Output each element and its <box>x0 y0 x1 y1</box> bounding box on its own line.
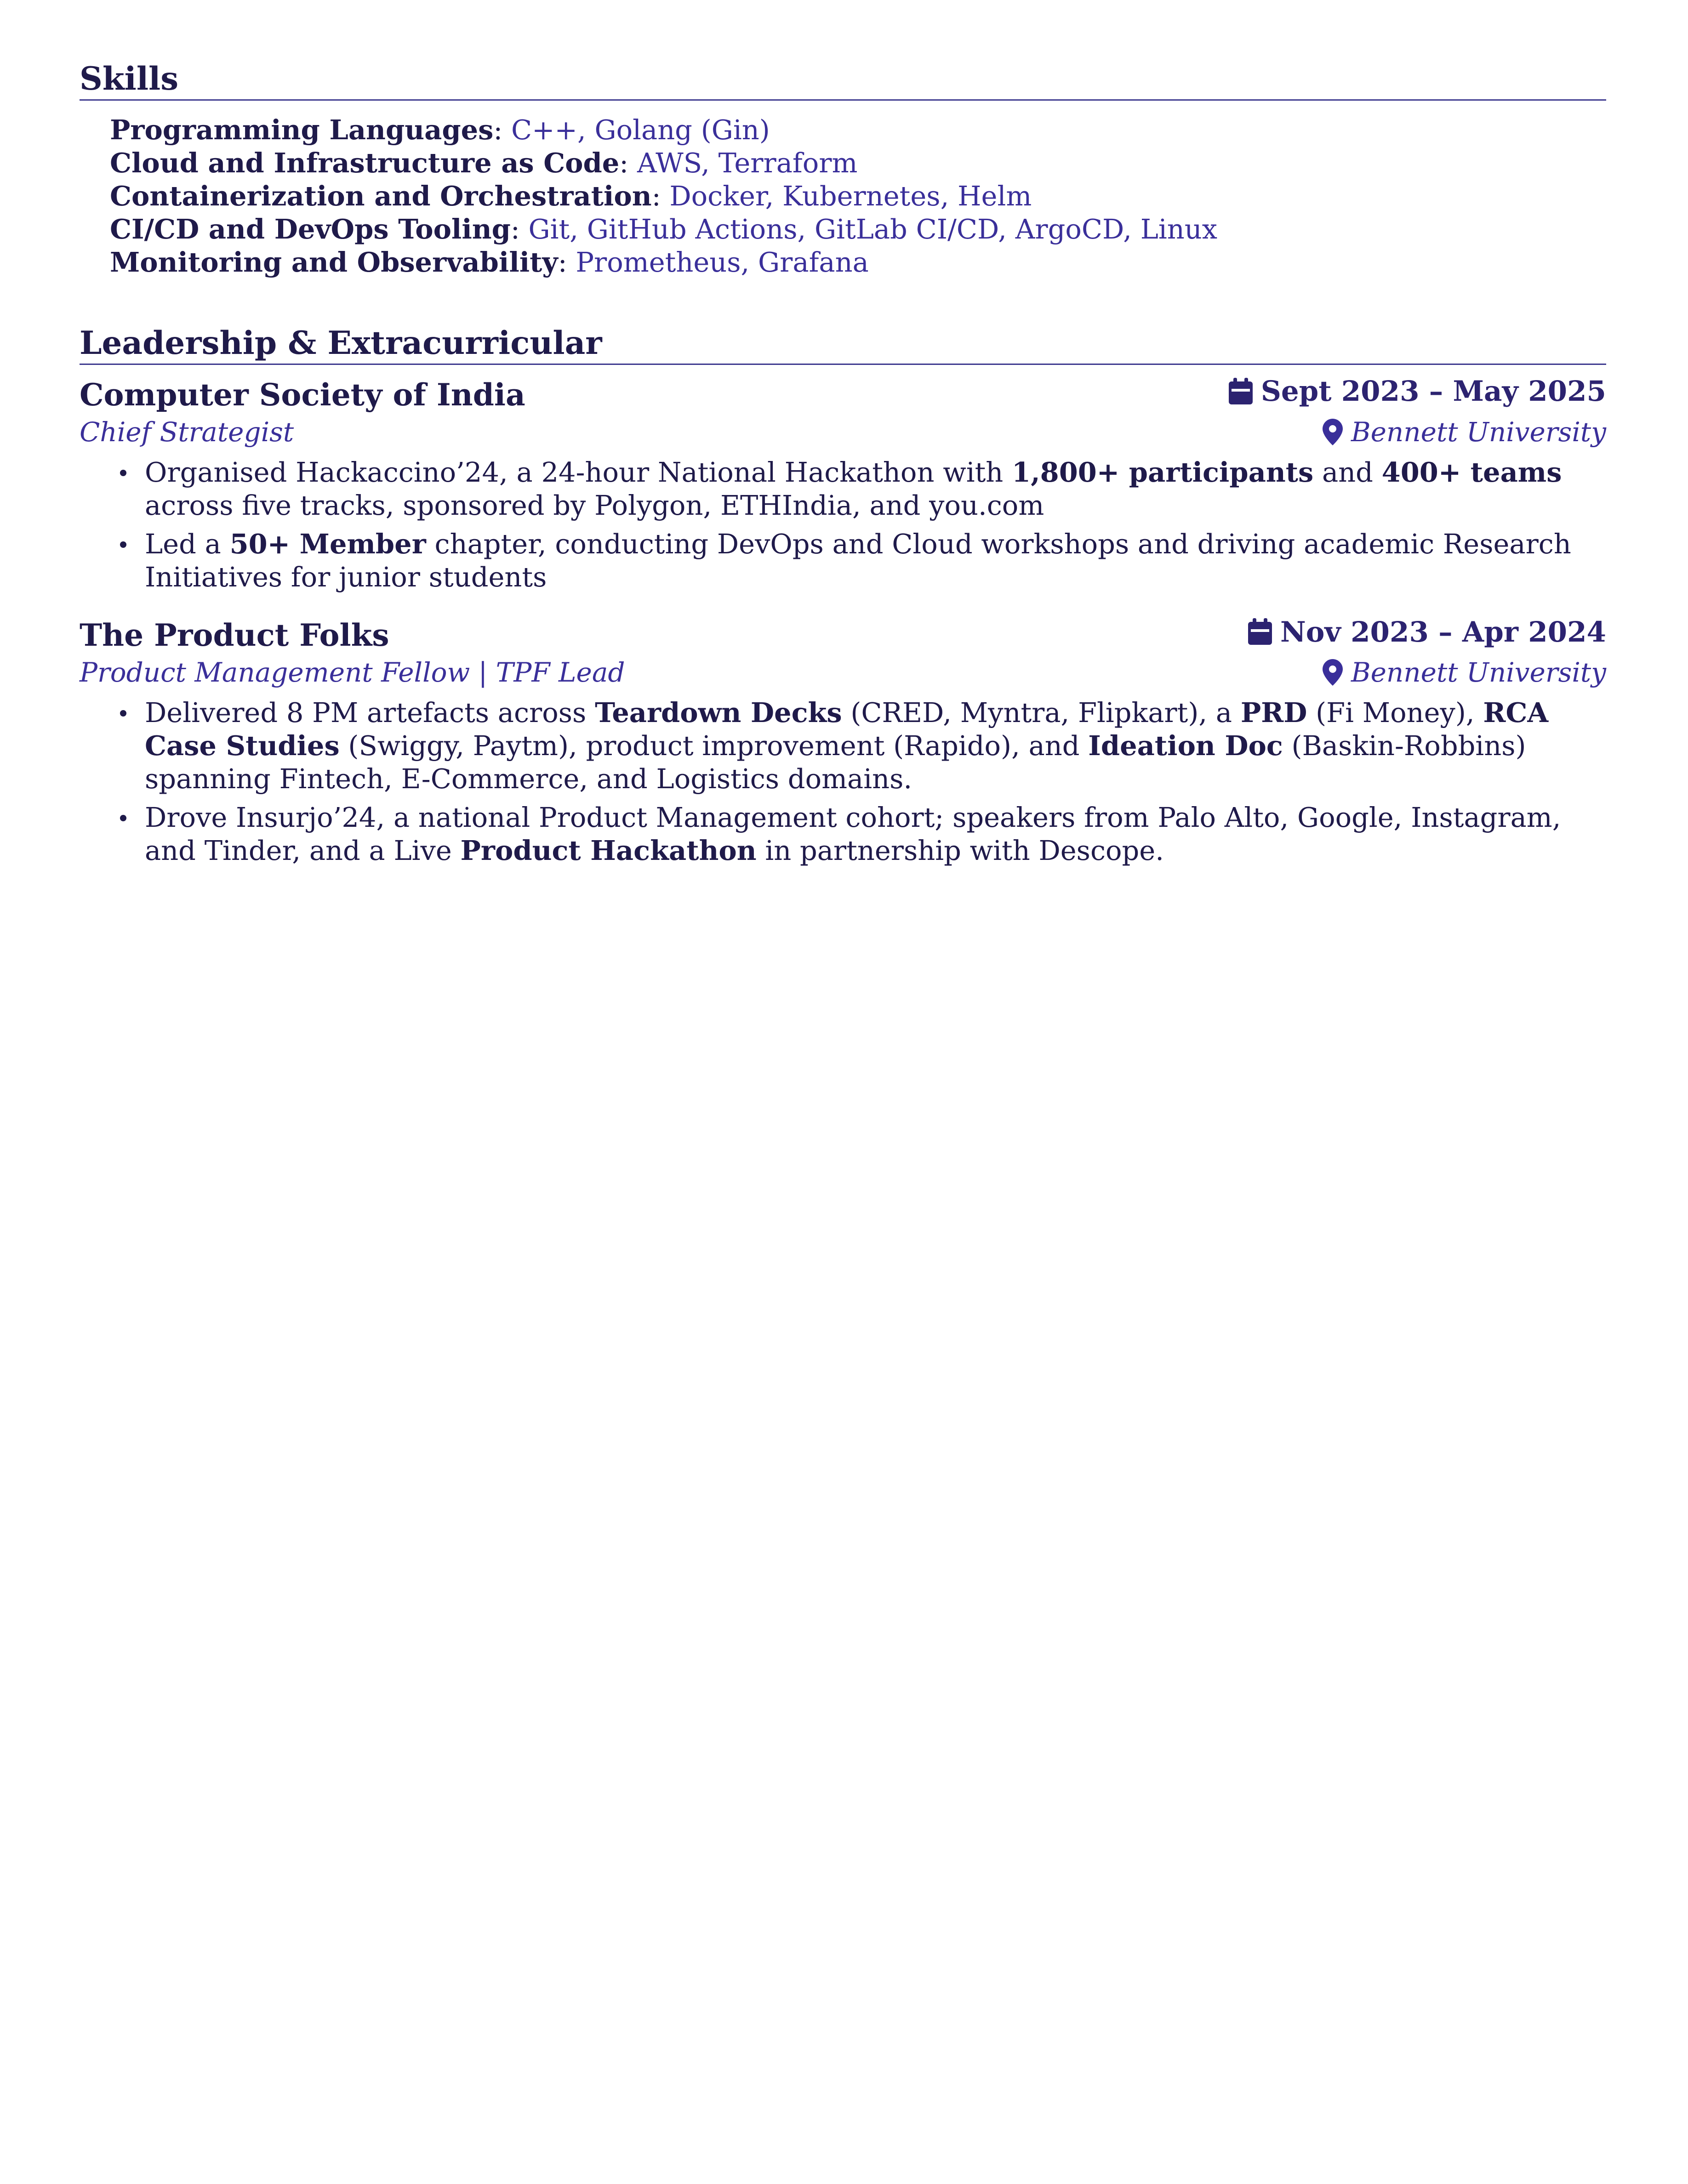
section-divider <box>80 364 1606 365</box>
emphasis-text: 1,800+ participants <box>1012 456 1314 488</box>
entry-dates <box>1247 616 1606 648</box>
body-text: (Fi Money), <box>1307 697 1483 728</box>
role-title: Chief Strategist <box>80 416 294 448</box>
leadership-entry <box>80 375 1606 594</box>
skills-section <box>80 59 1606 279</box>
leadership-section <box>80 323 1606 867</box>
calendar-icon <box>1247 618 1273 646</box>
section-title-skills: Skills <box>80 60 179 97</box>
entry-location <box>1323 416 1606 448</box>
skill-item: Containerization and Orchestration: Docker, Kubernetes, Helm <box>110 180 1032 212</box>
organization-name: The Product Folks <box>80 617 389 653</box>
achievement-list <box>80 696 1606 867</box>
skill-values: Prometheus, Grafana <box>576 246 869 278</box>
skill-category: Cloud and Infrastructure as Code <box>110 147 620 179</box>
body-text: in partnership with Descope. <box>756 835 1164 866</box>
body-text: Organised Hackaccino’24, a 24-hour National Hackathon with <box>145 456 1012 488</box>
skill-item: CI/CD and DevOps Tooling: Git, GitHub Actions, GitLab CI/CD, ArgoCD, Linux <box>110 213 1218 245</box>
skill-category: Monitoring and Observability <box>110 246 558 278</box>
map-pin-icon <box>1323 419 1343 445</box>
skills-list <box>110 114 1606 279</box>
body-text: (Baskin-Robbins) spanning Fintech, E-Commerce, and Logistics domains. <box>145 730 1526 795</box>
emphasis-text: Product Hackathon <box>460 835 757 866</box>
body-text: and <box>1313 456 1382 488</box>
entry-dates <box>1228 375 1606 408</box>
achievement-item <box>145 696 1606 796</box>
entry-header <box>80 375 1606 413</box>
role-title: Product Management Fellow | TPF Lead <box>80 657 625 688</box>
skill-values: AWS, Terraform <box>637 147 858 179</box>
entry-header <box>80 616 1606 654</box>
achievement-item <box>145 528 1606 594</box>
body-text: across five tracks, sponsored by Polygon, ETHIndia, and you.com <box>145 489 1044 521</box>
emphasis-text: 50+ Member <box>229 528 426 560</box>
entry-subheader <box>80 657 1606 688</box>
section-title-leadership: Leadership & Extracurricular <box>80 324 602 362</box>
date-range: Sept 2023 – May 2025 <box>1260 375 1606 408</box>
body-text: (Swiggy, Paytm), product improvement (Rapido), and <box>339 730 1089 762</box>
emphasis-text: 400+ teams <box>1381 456 1562 488</box>
achievement-list <box>80 456 1606 594</box>
skill-category: Containerization and Orchestration <box>110 180 652 212</box>
location-text: Bennett University <box>1351 416 1606 448</box>
date-range: Nov 2023 – Apr 2024 <box>1280 615 1606 648</box>
body-text: chapter, conducting DevOps and Cloud workshops and driving academic Research Initiatives for junior students <box>145 528 1571 593</box>
location-text: Bennett University <box>1351 657 1606 688</box>
skill-item: Cloud and Infrastructure as Code: AWS, Terraform <box>110 147 858 179</box>
leadership-entry <box>80 616 1606 868</box>
achievement-item <box>145 801 1606 867</box>
resume-page <box>80 59 1606 873</box>
skill-values: Docker, Kubernetes, Helm <box>669 180 1032 212</box>
skill-values: C++, Golang (Gin) <box>511 114 770 146</box>
calendar-icon <box>1228 378 1254 405</box>
skill-values: Git, GitHub Actions, GitLab CI/CD, ArgoCD, Linux <box>528 213 1218 245</box>
achievement-item <box>145 456 1606 522</box>
emphasis-text: RCA Case Studies <box>145 697 1549 762</box>
skill-item: Programming Languages: C++, Golang (Gin) <box>110 114 770 146</box>
skill-category: CI/CD and DevOps Tooling <box>110 213 511 245</box>
entry-subheader <box>80 416 1606 448</box>
emphasis-text: PRD <box>1240 697 1307 728</box>
map-pin-icon <box>1323 659 1343 686</box>
emphasis-text: Teardown Decks <box>595 697 842 728</box>
body-text: Led a <box>145 528 230 560</box>
emphasis-text: Ideation Doc <box>1088 730 1283 762</box>
body-text: Delivered 8 PM artefacts across <box>145 697 595 728</box>
body-text: Drove Insurjo’24, a national Product Management cohort; speakers from Palo Alto, Google, Instagram, and Tinder, and a Live <box>145 802 1561 866</box>
organization-name: Computer Society of India <box>80 376 525 413</box>
skill-category: Programming Languages <box>110 114 494 146</box>
section-divider <box>80 99 1606 101</box>
entry-location <box>1323 657 1606 688</box>
body-text: (CRED, Myntra, Flipkart), a <box>842 697 1241 728</box>
skill-item: Monitoring and Observability: Prometheus, Grafana <box>110 246 869 278</box>
